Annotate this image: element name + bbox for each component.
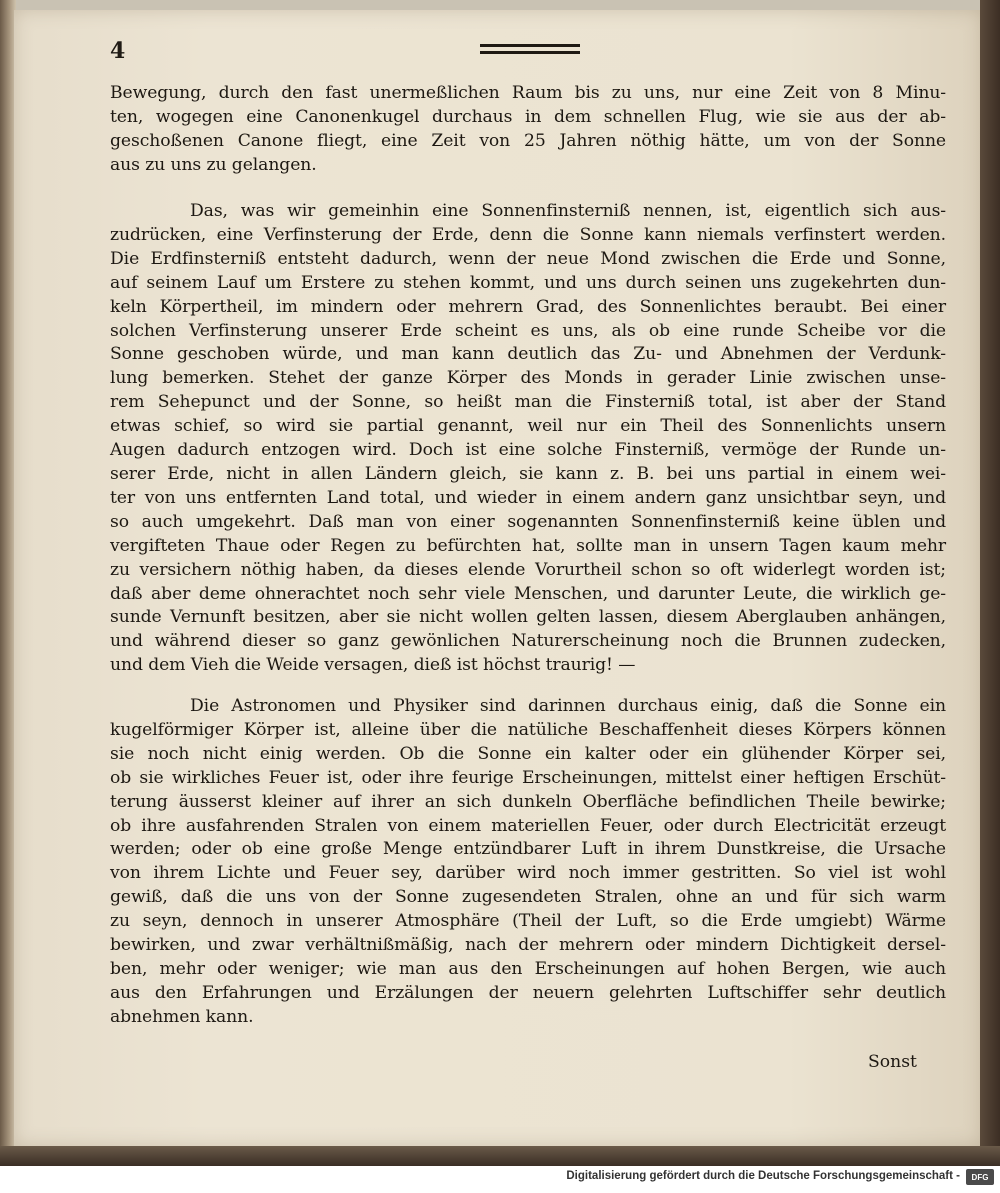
text-line: von ihrem Lichte und Feuer sey, darüber wird noch immer gestritten. So viel ist wohl	[110, 863, 946, 884]
text-line: auf seinem Lauf um Erstere zu stehen kommt, und uns durch seinen uns zugekehrten dun-	[110, 272, 946, 293]
paragraph-2	[110, 200, 946, 678]
dfg-logo-icon: DFG	[966, 1169, 994, 1185]
text-line: vergifteten Thaue oder Regen zu befürchten hat, sollte man in unsern Tagen kaum mehr	[110, 535, 946, 556]
text-line: und während dieser so ganz gewönlichen Naturerscheinung noch die Brunnen zudecken,	[110, 631, 946, 652]
text-line: Die Erdfinsterniß entsteht dadurch, wenn der neue Mond zwischen die Erde und Sonne,	[110, 248, 946, 269]
text-line: etwas schief, so wird sie partial genannt, weil nur ein Theil des Sonnenlichts unsern	[110, 416, 946, 437]
book-bottom-edge	[0, 1146, 1000, 1166]
header-rule	[480, 44, 580, 54]
text-line: geschoßenen Canone fliegt, eine Zeit von 25 Jahren nöthig hätte, um von der Sonne	[110, 130, 946, 151]
text-line: Bewegung, durch den fast unermeßlichen Raum bis zu uns, nur eine Zeit von 8 Minu-	[110, 83, 946, 103]
text-line: so auch umgekehrt. Daß man von einer sogenannten Sonnenfinsterniß keine üblen und	[110, 511, 946, 532]
text-line: und dem Vieh die Weide versagen, dieß ist höchst traurig! —	[110, 655, 636, 676]
text-line: Das, was wir gemeinhin eine Sonnenfinsterniß nennen, ist, eigentlich sich aus-	[190, 201, 946, 221]
paragraph-1	[110, 82, 946, 178]
footer-bar	[0, 1166, 1000, 1193]
text-line: gewiß, daß die uns von der Sonne zugesendeten Stralen, ohne an und für sich warm	[110, 887, 946, 908]
catchword: Sonst	[868, 1052, 917, 1072]
text-line: Sonne geschoben würde, und man kann deutlich das Zu- und Abnehmen der Verdunk-	[110, 344, 946, 365]
text-line: rem Sehepunct und der Sonne, so heißt man die Finsterniß total, ist aber der Stand	[110, 392, 946, 413]
text-line: zudrücken, eine Verfinsterung der Erde, denn die Sonne kann niemals verfinstert werden.	[110, 224, 946, 245]
text-line: bewirken, und zwar verhältnißmäßig, nach der mehrern oder mindern Dichtigkeit dersel-	[110, 935, 946, 956]
book-binding-right	[980, 0, 1000, 1150]
text-line: keln Körpertheil, im mindern oder mehrern Grad, des Sonnenlichtes beraubt. Bei einer	[110, 296, 946, 317]
text-line: sie noch nicht einig werden. Ob die Sonne ein kalter oder ein glühender Körper sei,	[110, 743, 946, 764]
text-line: lung bemerken. Stehet der ganze Körper des Monds in gerader Linie zwischen unse-	[110, 368, 946, 389]
text-line: abnehmen kann.	[110, 1006, 254, 1027]
text-line: kugelförmiger Körper ist, alleine über die natüliche Beschaffenheit dieses Körpers können	[110, 719, 946, 740]
text-line: serer Erde, nicht in allen Ländern gleich, sie kann z. B. bei uns partial in einem wei-	[110, 463, 946, 484]
text-line: Augen dadurch entzogen wird. Doch ist eine solche Finsterniß, vermöge der Runde un-	[110, 440, 946, 461]
text-line: aus den Erfahrungen und Erzälungen der neuern gelehrten Luftschiffer sehr deutlich	[110, 982, 946, 1003]
digitization-credit: Digitalisierung gefördert durch die Deutsche Forschungsgemeinschaft -	[566, 1170, 960, 1182]
text-line: ter von uns entfernten Land total, und wieder in einem andern ganz unsichtbar seyn, und	[110, 487, 946, 508]
text-line: zu versichern nöthig haben, da dieses elende Vorurtheil schon so oft widerlegt worden ist;	[110, 559, 946, 580]
text-line: zu seyn, dennoch in unserer Atmosphäre (Theil der Luft, so die Erde umgiebt) Wärme	[110, 911, 946, 932]
text-line: sunde Vernunft besitzen, aber sie nicht wollen gelten lassen, diesem Aberglauben anhängen,	[110, 607, 946, 628]
text-line: ob sie wirkliches Feuer ist, oder ihre feurige Erscheinungen, mittelst einer heftigen Erschüt-	[110, 767, 946, 788]
text-line: ten, wogegen eine Canonenkugel durchaus in dem schnellen Flug, wie sie aus der ab-	[110, 106, 946, 127]
text-line: ob ihre ausfahrenden Stralen von einem materiellen Feuer, oder durch Electricität erzeugt	[110, 815, 946, 836]
text-line: ben, mehr oder weniger; wie man aus den Erscheinungen auf hohen Bergen, wie auch	[110, 958, 946, 979]
text-line: Die Astronomen und Physiker sind darinnen durchaus einig, daß die Sonne ein	[190, 696, 946, 716]
text-line: werden; oder ob eine große Menge entzündbarer Luft in ihrem Dunstkreise, die Ursache	[110, 839, 946, 860]
page-number: 4	[110, 38, 126, 64]
text-line: daß aber deme ohnerachtet noch sehr viele Menschen, und darunter Leute, die wirklich ge-	[110, 583, 946, 604]
text-line: aus zu uns zu gelangen.	[110, 154, 317, 175]
paragraph-3	[110, 695, 946, 1030]
text-line: terung äusserst kleiner auf ihrer an sich dunkeln Oberfläche befindlichen Theile bewirke;	[110, 791, 946, 812]
text-line: solchen Verfinsterung unserer Erde scheint es uns, als ob eine runde Scheibe vor die	[110, 320, 946, 341]
